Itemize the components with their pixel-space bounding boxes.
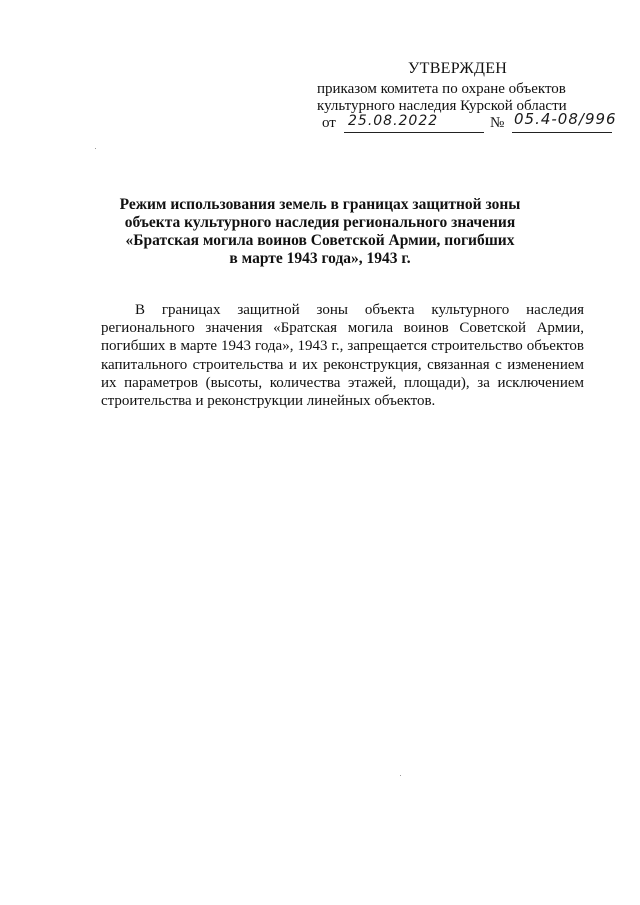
document-title xyxy=(100,196,540,268)
approval-committee-line: культурного наследия Курской области xyxy=(317,98,567,114)
number-value: 05.4-08/996 xyxy=(514,110,617,128)
number-field xyxy=(512,110,617,133)
title-line: «Братская могила воинов Советской Армии, погибших xyxy=(125,232,515,249)
number-label: № xyxy=(490,115,505,131)
date-field xyxy=(344,115,484,133)
scan-speck xyxy=(95,148,96,149)
scan-speck xyxy=(400,775,401,776)
approval-title: УТВЕРЖДЕН xyxy=(408,60,508,77)
title-line: Режим использования земель в границах защитной зоны xyxy=(119,196,521,213)
approval-order-line: приказом комитета по охране объектов xyxy=(317,81,566,97)
title-line: объекта культурного наследия регионального значения xyxy=(124,214,516,231)
title-line: в марте 1943 года», 1943 г. xyxy=(229,250,411,267)
approval-date-number-line xyxy=(322,110,617,135)
date-value: 25.08.2022 xyxy=(348,113,439,129)
document-body-paragraph: В границах защитной зоны объекта культурного наследия регионального значения «Братская могила воинов Советской Армии, погибших в марте 1943 года», 1943 г., запрещается строительство объектов капитального строительства и их реконструкция, связанная с изменением их параметров (высоты, количества этажей, площади), за исключением строительства и реконструкции линейных объектов. xyxy=(101,302,584,410)
date-label: от xyxy=(322,115,336,131)
